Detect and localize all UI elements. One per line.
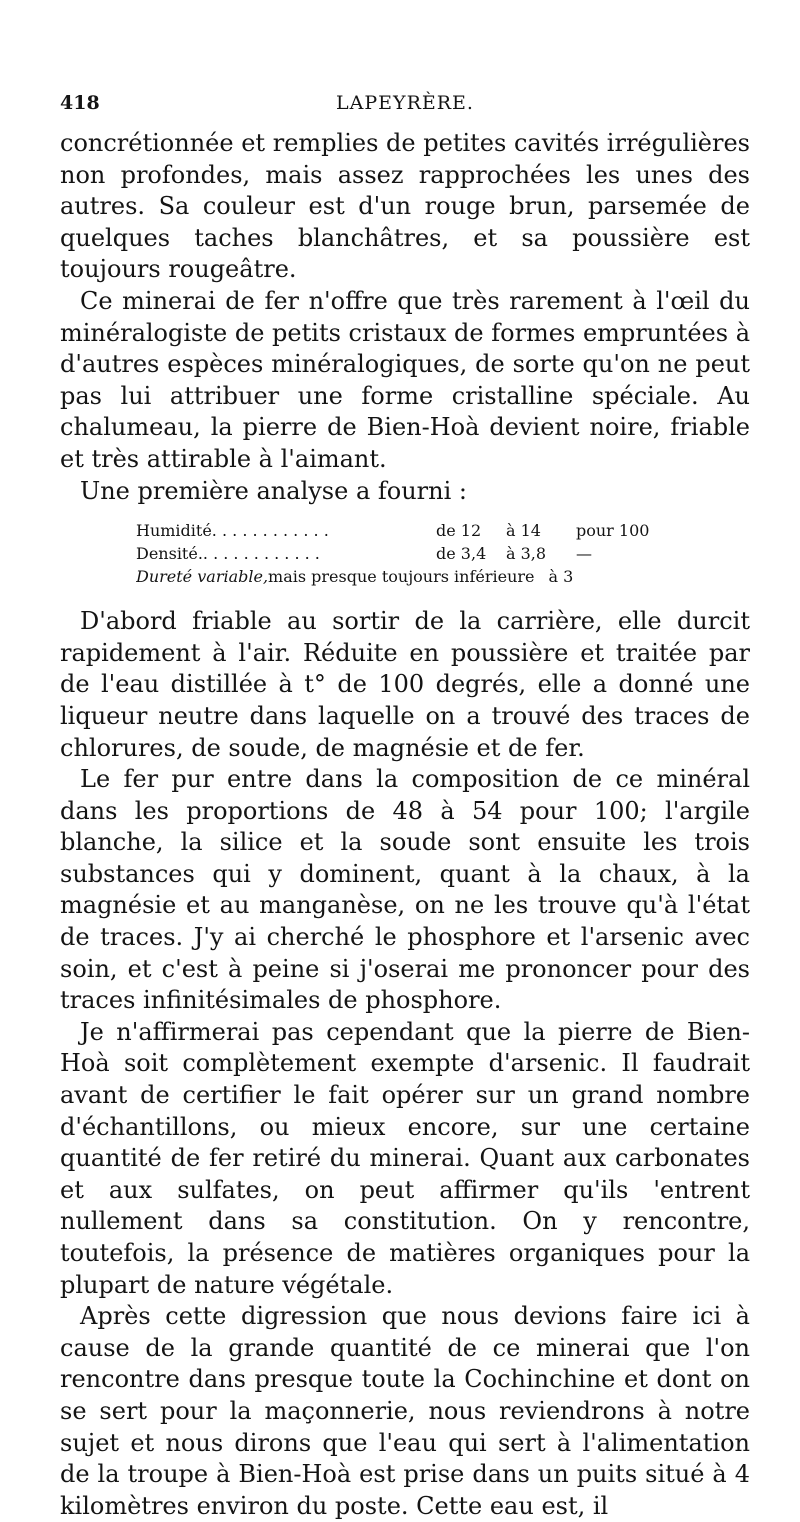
- hardness-value: à 3: [548, 567, 574, 587]
- paragraph-7: Après cette digression que nous devions faire ici à cause de la grande quantité de ce minerai que l'on rencontre dans presque toute la Cochinchine et dont on se sert pour la maçonnerie, nous reviendrons à notre sujet et nous dirons que l'eau qui sert à l'alimentation de la troupe à Bien-Hoà est prise dans un puits situé à 4 kilomètres environ du poste. Cette eau est, il: [60, 1302, 750, 1520]
- hardness-label: Dureté variable,: [136, 567, 269, 587]
- page-header: [60, 92, 750, 122]
- humidity-from: de 12: [436, 521, 482, 541]
- humidity-label: Humidité. . . . . . . . . . . .: [136, 521, 329, 541]
- paragraph-3: Une première analyse a fourni :: [80, 476, 467, 505]
- paragraph-1: concrétionnée et remplies de petites cavités irrégulières non profondes, mais assez rapprochées les unes des autres. Sa couleur est d'un rouge brun, parsemée de quelques taches blanchâtres, et sa poussière est toujours rougeâtre.: [60, 129, 750, 284]
- paragraph-4: D'abord friable au sortir de la carrière, elle durcit rapidement à l'air. Réduite en poussière et traitée par de l'eau distillée à t° de 100 degrés, elle a donné une liqueur neutre dans laquelle on a trouvé des traces de chlorures, de soude, de magnésie et de fer.: [60, 607, 750, 762]
- hardness-text: mais presque toujours inférieure: [268, 567, 535, 587]
- body-text: [60, 128, 750, 1522]
- density-unit: —: [576, 544, 592, 564]
- density-from: de 3,4: [436, 544, 487, 564]
- analysis-row-hardness: [136, 565, 696, 588]
- analysis-row-humidity: [136, 519, 696, 542]
- paragraph-6: Je n'affirmerai pas cependant que la pierre de Bien-Hoà soit complètement exempte d'arsenic. Il faudrait avant de certifier le fait opérer sur un grand nombre d'échantillons, ou mieux encore, sur une certaine quantité de fer retiré du minerai. Quant aux carbonates et aux sulfates, on peut affirmer qu'ils 'entrent nullement dans sa constitution. On y rencontre, toutefois, la présence de matières organiques pour la plupart de nature végétale.: [60, 1017, 750, 1299]
- analysis-table: [136, 519, 696, 588]
- analysis-row-density: [136, 542, 696, 565]
- density-label: Densité.. . . . . . . . . . . .: [136, 544, 320, 564]
- page-number: 418: [60, 92, 100, 114]
- density-to: à 3,8: [506, 544, 547, 564]
- paragraph-2: Ce minerai de fer n'offre que très rarement à l'œil du minéralogiste de petits cristaux de formes empruntées à d'autres espèces minéralogiques, de sorte qu'on ne peut pas lui attribuer une forme cristalline spéciale. Au chalumeau, la pierre de Bien-Hoà devient noire, friable et très attirable à l'aimant.: [60, 286, 750, 473]
- paragraph-5: Le fer pur entre dans la composition de ce minéral dans les proportions de 48 à 54 pour 100; l'argile blanche, la silice et la soude sont ensuite les trois substances qui y dominent, quant à la chaux, à la magnésie et au manganèse, on ne les trouve qu'à l'état de traces. J'y ai cherché le phosphore et l'arsenic avec soin, et c'est à peine si j'oserai me prononcer pour des traces infinitésimales de phosphore.: [60, 765, 750, 1015]
- humidity-unit: pour 100: [576, 521, 650, 541]
- running-title: LAPEYRÈRE.: [336, 92, 474, 114]
- humidity-to: à 14: [506, 521, 541, 541]
